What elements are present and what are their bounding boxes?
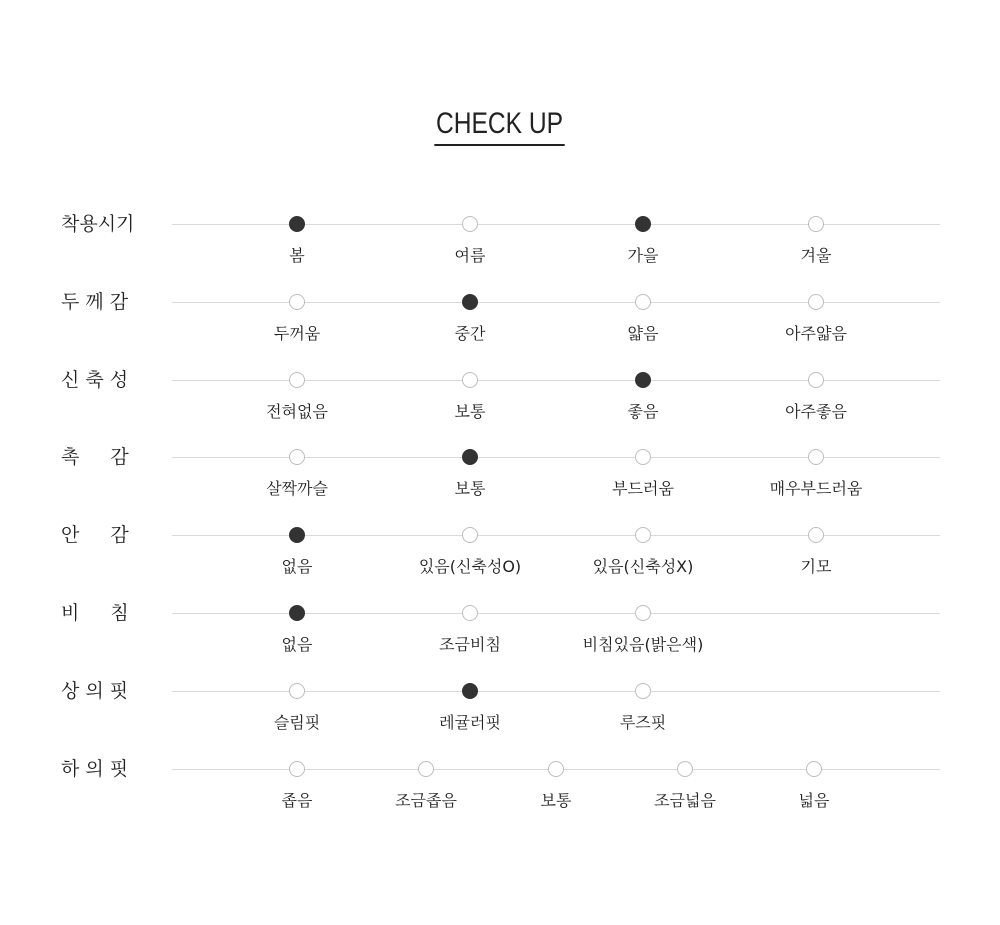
row-label: 두 께 감: [61, 291, 129, 313]
selected-dot-icon[interactable]: [289, 216, 305, 232]
option-label: 조금넓음: [654, 791, 716, 810]
option-label: 루즈핏: [619, 713, 667, 732]
option-label: 보통: [454, 479, 486, 498]
unselected-dot-icon[interactable]: [462, 605, 478, 621]
option-label: 슬림핏: [273, 713, 321, 732]
option-label: 기모: [800, 557, 832, 576]
checkup-row: [0, 446, 1000, 517]
scale-track: [172, 302, 940, 303]
selected-dot-icon[interactable]: [462, 449, 478, 465]
unselected-dot-icon[interactable]: [808, 372, 824, 388]
row-label: 하 의 핏: [61, 758, 129, 780]
option-label: 비침있음(밝은색): [582, 635, 704, 654]
option-label: 가을: [627, 246, 659, 265]
checkup-row: [0, 524, 1000, 595]
option-label: 중간: [454, 324, 486, 343]
unselected-dot-icon[interactable]: [808, 527, 824, 543]
unselected-dot-icon[interactable]: [462, 372, 478, 388]
option-label: 얇음: [627, 324, 659, 343]
selected-dot-icon[interactable]: [289, 527, 305, 543]
unselected-dot-icon[interactable]: [289, 683, 305, 699]
unselected-dot-icon[interactable]: [635, 605, 651, 621]
option-label: 아주얇음: [785, 324, 847, 343]
option-label: 보통: [454, 402, 486, 421]
row-label: 촉 감: [61, 446, 129, 468]
unselected-dot-icon[interactable]: [635, 527, 651, 543]
option-label: 없음: [281, 635, 313, 654]
unselected-dot-icon[interactable]: [462, 216, 478, 232]
unselected-dot-icon[interactable]: [548, 761, 564, 777]
unselected-dot-icon[interactable]: [808, 216, 824, 232]
scale-track: [172, 224, 940, 225]
option-label: 조금비침: [439, 635, 501, 654]
option-label: 없음: [281, 557, 313, 576]
selected-dot-icon[interactable]: [462, 294, 478, 310]
checkup-row: [0, 758, 1000, 829]
page-title: CHECK UP: [435, 104, 565, 146]
unselected-dot-icon[interactable]: [289, 294, 305, 310]
option-label: 보통: [540, 791, 572, 810]
option-label: 아주좋음: [785, 402, 847, 421]
option-label: 부드러움: [612, 479, 674, 498]
unselected-dot-icon[interactable]: [289, 372, 305, 388]
checkup-row: [0, 680, 1000, 751]
unselected-dot-icon[interactable]: [808, 294, 824, 310]
unselected-dot-icon[interactable]: [289, 449, 305, 465]
option-label: 좋음: [627, 402, 659, 421]
unselected-dot-icon[interactable]: [635, 294, 651, 310]
unselected-dot-icon[interactable]: [677, 761, 693, 777]
selected-dot-icon[interactable]: [635, 372, 651, 388]
option-label: 겨울: [800, 246, 832, 265]
unselected-dot-icon[interactable]: [635, 449, 651, 465]
option-label: 조금좁음: [395, 791, 457, 810]
unselected-dot-icon[interactable]: [289, 761, 305, 777]
option-label: 있음(신축성X): [592, 557, 694, 576]
option-label: 전혀없음: [266, 402, 328, 421]
checkup-row: [0, 602, 1000, 673]
selected-dot-icon[interactable]: [289, 605, 305, 621]
option-label: 매우부드러움: [769, 479, 863, 498]
unselected-dot-icon[interactable]: [635, 683, 651, 699]
title-wrap: [0, 104, 1000, 146]
row-label: 신 축 성: [61, 369, 129, 391]
option-label: 살짝까슬: [266, 479, 328, 498]
checkup-row: [0, 291, 1000, 362]
row-label: 착용시기: [61, 213, 135, 235]
unselected-dot-icon[interactable]: [418, 761, 434, 777]
unselected-dot-icon[interactable]: [808, 449, 824, 465]
option-label: 여름: [454, 246, 486, 265]
option-label: 좁음: [281, 791, 313, 810]
scale-track: [172, 535, 940, 536]
checkup-row: [0, 213, 1000, 284]
scale-track: [172, 380, 940, 381]
unselected-dot-icon[interactable]: [806, 761, 822, 777]
option-label: 넓음: [798, 791, 830, 810]
unselected-dot-icon[interactable]: [462, 527, 478, 543]
scale-track: [172, 613, 940, 614]
checkup-row: [0, 369, 1000, 440]
option-label: 있음(신축성O): [418, 557, 522, 576]
selected-dot-icon[interactable]: [635, 216, 651, 232]
row-label: 상 의 핏: [61, 680, 129, 702]
selected-dot-icon[interactable]: [462, 683, 478, 699]
row-label: 안 감: [61, 524, 129, 546]
scale-track: [172, 691, 940, 692]
row-label: 비 침: [61, 602, 129, 624]
scale-track: [172, 457, 940, 458]
option-label: 레귤러핏: [439, 713, 501, 732]
option-label: 두꺼움: [273, 324, 321, 343]
option-label: 봄: [289, 246, 305, 265]
